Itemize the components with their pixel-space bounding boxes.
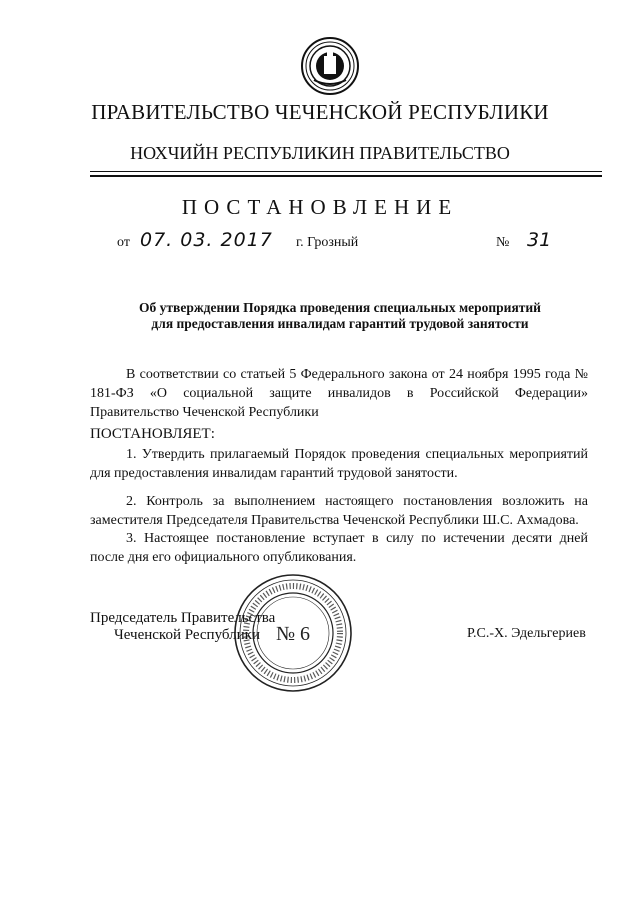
item-2-paragraph: 2. Контроль за выполнением настоящего постановления возложить на заместителя Председателя Правительства Чеченской Республики Ш.С. Ахмадова. (90, 494, 588, 528)
government-name-russian: ПРАВИТЕЛЬСТВО ЧЕЧЕНСКОЙ РЕСПУБЛИКИ (91, 100, 549, 124)
document-number: 31 (527, 229, 552, 251)
subject-line-2: для предоставления инвалидам гарантий трудовой занятости (151, 316, 529, 331)
header-divider-thin (90, 171, 602, 172)
government-name-chechen: НОХЧИЙН РЕСПУБЛИКИН ПРАВИТЕЛЬСТВО (130, 143, 510, 163)
item-3-paragraph: 3. Настоящее постановление вступает в силу по истечении десяти дней после дня его официального опубликования. (90, 531, 588, 565)
decree-heading: ПОСТАНОВЛЯЕТ: (90, 426, 215, 442)
document-title: ПОСТАНОВЛЕНИЕ (181, 195, 459, 219)
signer-title-line-1: Председатель Правительства (90, 610, 276, 626)
emblem-icon (300, 36, 360, 96)
header-divider-thick (90, 175, 602, 177)
item-1-paragraph: 1. Утвердить прилагаемый Порядок проведения специальных мероприятий для предоставления инвалидам гарантий трудовой занятости. (90, 447, 588, 481)
document-city: г. Грозный (296, 235, 359, 250)
signer-title-line-2: Чеченской Республики (114, 627, 260, 643)
preamble-paragraph: В соответствии со статьей 5 Федерального закона от 24 ноября 1995 года № 181-ФЗ «О социальной защите инвалидов в Российской Федерации» Правительство Чеченской Республики (90, 367, 588, 420)
document-subject (90, 300, 590, 332)
subject-line-1: Об утверждении Порядка проведения специальных мероприятий (139, 300, 541, 315)
number-label: № (496, 235, 510, 250)
official-seal-icon (232, 572, 354, 694)
signer-name: Р.С.-Х. Эдельгериев (467, 626, 586, 641)
date-prefix: от (117, 235, 130, 250)
document-date: 07. 03. 2017 (140, 229, 273, 251)
stamp-number: № 6 (275, 623, 311, 645)
